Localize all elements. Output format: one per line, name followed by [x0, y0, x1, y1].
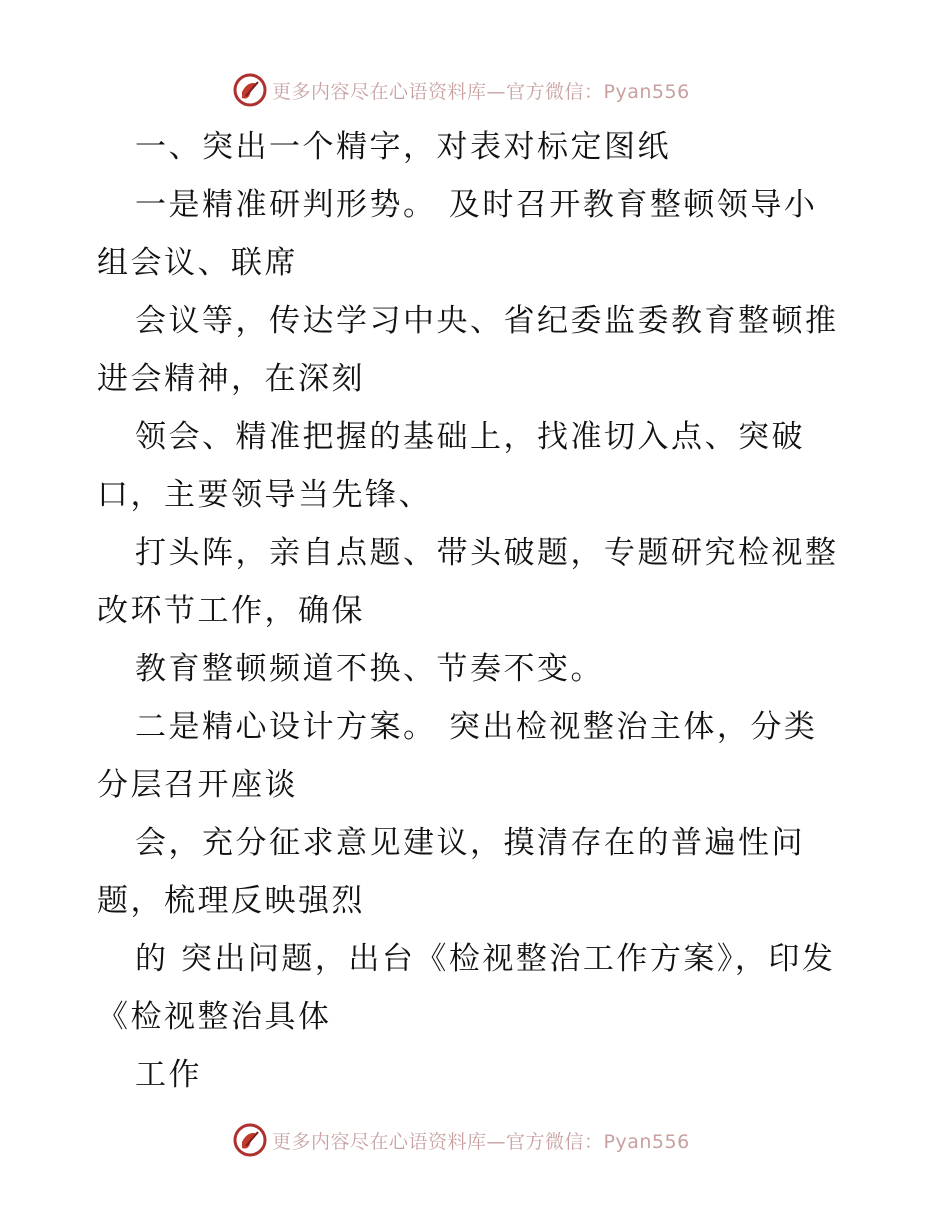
text-line: 分层召开座谈	[97, 767, 298, 803]
red-swirl-logo-icon	[232, 72, 268, 108]
text-line: 领会、精准把握的基础上，找准切入点、突破	[135, 419, 805, 455]
header-banner[interactable]	[232, 70, 690, 110]
text-line: 一是精准研判形势。 及时召开教育整顿领导小	[135, 187, 818, 223]
footer-banner-text: 更多内容尽在心语资料库—官方微信：Pyan556	[272, 1130, 690, 1153]
text-line: 的 突出问题，出台《检视整治工作方案》，印发	[135, 941, 836, 977]
footer-banner[interactable]	[232, 1120, 690, 1160]
text-line: 教育整顿频道不换、节奏不变。	[135, 651, 604, 687]
red-swirl-logo-icon	[232, 1122, 268, 1158]
text-line: 改环节工作，确保	[97, 593, 365, 629]
header-banner-text: 更多内容尽在心语资料库—官方微信：Pyan556	[272, 80, 690, 103]
text-line: 打头阵，亲自点题、带头破题，专题研究检视整	[135, 535, 839, 571]
text-line: 组会议、联席	[97, 245, 298, 281]
text-line: 会议等，传达学习中央、省纪委监委教育整顿推	[135, 303, 839, 339]
text-line: 进会精神，在深刻	[97, 361, 365, 397]
text-line: 工作	[135, 1057, 202, 1093]
text-line: 一、突出一个精字，对表对标定图纸	[135, 129, 671, 165]
text-line: 口，主要领导当先锋、	[97, 477, 432, 513]
text-line: 二是精心设计方案。 突出检视整治主体，分类	[135, 709, 818, 745]
text-line: 《检视整治具体	[97, 999, 332, 1035]
document-body	[97, 118, 867, 1104]
text-line: 会，充分征求意见建议，摸清存在的普遍性问	[135, 825, 805, 861]
text-line: 题，梳理反映强烈	[97, 883, 365, 919]
